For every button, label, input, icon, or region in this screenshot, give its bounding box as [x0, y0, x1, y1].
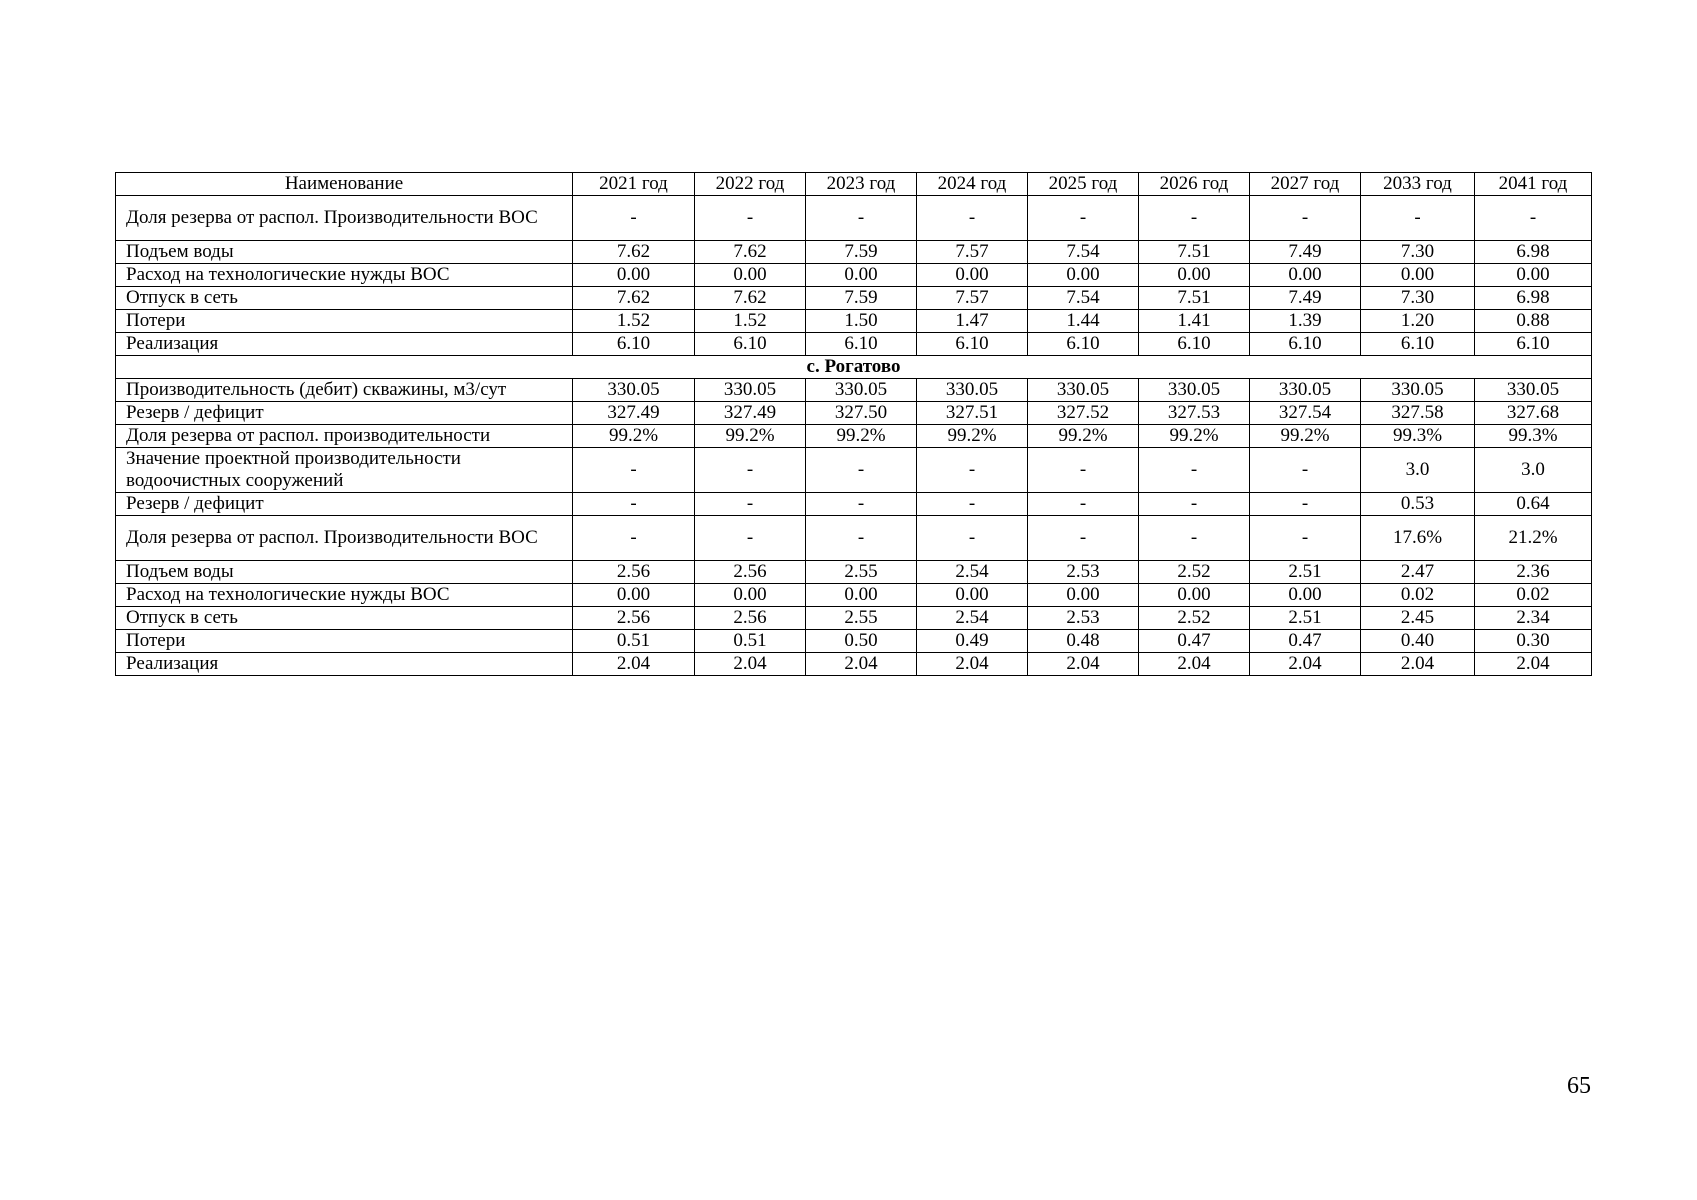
table-cell: 2.04 [695, 653, 806, 676]
table-cell: 2.04 [806, 653, 917, 676]
row-label: Резерв / дефицит [116, 493, 573, 516]
table-cell: 1.47 [917, 310, 1028, 333]
column-header: 2025 год [1028, 173, 1139, 196]
table-cell: 2.34 [1475, 607, 1592, 630]
table-row [116, 196, 1592, 241]
table-cell: 2.04 [1250, 653, 1361, 676]
table-cell: 0.00 [1139, 264, 1250, 287]
table-cell: 7.62 [573, 287, 695, 310]
table-cell: - [1139, 448, 1250, 493]
column-header: 2021 год [573, 173, 695, 196]
row-label: Отпуск в сеть [116, 607, 573, 630]
table-cell: 0.53 [1361, 493, 1475, 516]
table-cell: 0.00 [917, 264, 1028, 287]
row-label: Доля резерва от распол. Производительности ВОС [116, 196, 573, 241]
table-cell: 0.02 [1361, 584, 1475, 607]
table-cell: 2.53 [1028, 607, 1139, 630]
table-cell: - [1139, 516, 1250, 561]
section-row [116, 356, 1592, 379]
table-cell: 7.59 [806, 241, 917, 264]
table-cell: 6.10 [1028, 333, 1139, 356]
table-cell: 0.30 [1475, 630, 1592, 653]
table-cell: 7.49 [1250, 287, 1361, 310]
table-cell: 0.00 [917, 584, 1028, 607]
table-cell: 327.50 [806, 402, 917, 425]
table-cell: 6.98 [1475, 241, 1592, 264]
table-cell: 0.49 [917, 630, 1028, 653]
table-cell: 1.52 [695, 310, 806, 333]
table-cell: 99.2% [1028, 425, 1139, 448]
column-header: 2027 год [1250, 173, 1361, 196]
row-label: Резерв / дефицит [116, 402, 573, 425]
table-cell: 0.00 [1250, 584, 1361, 607]
table-cell: 2.04 [1361, 653, 1475, 676]
table-cell: 7.30 [1361, 241, 1475, 264]
table-cell: 7.59 [806, 287, 917, 310]
table-row [116, 493, 1592, 516]
table-cell: 6.10 [573, 333, 695, 356]
table-cell: 7.54 [1028, 287, 1139, 310]
table-cell: 0.00 [573, 584, 695, 607]
table-row [116, 402, 1592, 425]
table-cell: 2.04 [917, 653, 1028, 676]
page-number: 65 [1567, 1073, 1591, 1099]
table-row [116, 630, 1592, 653]
table-cell: - [1028, 516, 1139, 561]
table-cell: 0.02 [1475, 584, 1592, 607]
table-cell: 327.58 [1361, 402, 1475, 425]
table-cell: 99.3% [1361, 425, 1475, 448]
table-cell: 2.04 [1139, 653, 1250, 676]
table-cell: 0.00 [1139, 584, 1250, 607]
water-balance-table [115, 172, 1592, 676]
column-header: 2022 год [695, 173, 806, 196]
table-cell: 99.2% [1250, 425, 1361, 448]
table-cell: 6.10 [1361, 333, 1475, 356]
table-cell: 327.68 [1475, 402, 1592, 425]
table-cell: 0.00 [573, 264, 695, 287]
table-cell: 2.56 [695, 561, 806, 584]
column-header: 2041 год [1475, 173, 1592, 196]
table-row [116, 607, 1592, 630]
table-cell: 327.53 [1139, 402, 1250, 425]
table-cell: 2.04 [1475, 653, 1592, 676]
row-label: Расход на технологические нужды ВОС [116, 264, 573, 287]
table-cell: 2.47 [1361, 561, 1475, 584]
table-cell: 21.2% [1475, 516, 1592, 561]
table-cell: 0.00 [1361, 264, 1475, 287]
table-cell: 7.49 [1250, 241, 1361, 264]
row-label: Доля резерва от распол. Производительности ВОС [116, 516, 573, 561]
table-cell: 7.62 [695, 287, 806, 310]
table-cell: - [917, 493, 1028, 516]
table-cell: 327.52 [1028, 402, 1139, 425]
table-cell: 0.00 [1028, 264, 1139, 287]
table-cell: 0.40 [1361, 630, 1475, 653]
table-cell: 2.56 [695, 607, 806, 630]
table-cell: 2.45 [1361, 607, 1475, 630]
table-cell: 6.10 [1250, 333, 1361, 356]
table-cell: 7.30 [1361, 287, 1475, 310]
table-cell: 0.47 [1139, 630, 1250, 653]
table-cell: - [806, 493, 917, 516]
table-cell: 2.52 [1139, 561, 1250, 584]
table-cell: 2.54 [917, 607, 1028, 630]
table-cell: 2.55 [806, 607, 917, 630]
table-cell: - [695, 196, 806, 241]
table-cell: 330.05 [917, 379, 1028, 402]
table-cell: - [1250, 448, 1361, 493]
table-cell: - [1250, 516, 1361, 561]
table-cell: 6.10 [917, 333, 1028, 356]
table-cell: - [806, 448, 917, 493]
table-cell: - [1028, 448, 1139, 493]
table-cell: - [695, 516, 806, 561]
table-row [116, 425, 1592, 448]
table-cell: 0.00 [1028, 584, 1139, 607]
table-cell: 0.00 [695, 584, 806, 607]
row-label: Значение проектной производительности водоочистных сооружений [116, 448, 573, 493]
table-row [116, 333, 1592, 356]
table-cell: 7.57 [917, 241, 1028, 264]
row-label: Отпуск в сеть [116, 287, 573, 310]
table-cell: 0.00 [806, 584, 917, 607]
table-cell: 330.05 [573, 379, 695, 402]
table-cell: 7.51 [1139, 241, 1250, 264]
table-cell: - [1139, 493, 1250, 516]
table-cell: 330.05 [1139, 379, 1250, 402]
table-cell: 327.51 [917, 402, 1028, 425]
table-cell: 2.55 [806, 561, 917, 584]
table-cell: 3.0 [1361, 448, 1475, 493]
table-cell: 0.48 [1028, 630, 1139, 653]
table-cell: 99.2% [1139, 425, 1250, 448]
table-cell: - [1250, 493, 1361, 516]
table-cell: 2.51 [1250, 561, 1361, 584]
column-header: Наименование [116, 173, 573, 196]
table-cell: 330.05 [806, 379, 917, 402]
table-cell: 330.05 [1361, 379, 1475, 402]
table-cell: 6.10 [1475, 333, 1592, 356]
table-cell: 2.04 [573, 653, 695, 676]
table-cell: 2.56 [573, 561, 695, 584]
table-row [116, 584, 1592, 607]
table-cell: - [917, 516, 1028, 561]
row-label: Производительность (дебит) скважины, м3/сут [116, 379, 573, 402]
row-label: Реализация [116, 653, 573, 676]
table-cell: 1.44 [1028, 310, 1139, 333]
row-label: Доля резерва от распол. производительности [116, 425, 573, 448]
table-cell: - [806, 516, 917, 561]
table-row [116, 653, 1592, 676]
table-cell: - [1250, 196, 1361, 241]
table-cell: 330.05 [1250, 379, 1361, 402]
row-label: Подъем воды [116, 241, 573, 264]
table-cell: 99.2% [917, 425, 1028, 448]
table-cell: - [806, 196, 917, 241]
table-cell: 0.47 [1250, 630, 1361, 653]
table-cell: 1.39 [1250, 310, 1361, 333]
table-cell: 327.49 [695, 402, 806, 425]
table-row [116, 448, 1592, 493]
row-label: Реализация [116, 333, 573, 356]
table-cell: 0.51 [573, 630, 695, 653]
table-cell: - [573, 516, 695, 561]
table-cell: - [695, 448, 806, 493]
table-cell: 0.64 [1475, 493, 1592, 516]
row-label: Расход на технологические нужды ВОС [116, 584, 573, 607]
table-cell: 6.10 [695, 333, 806, 356]
row-label: Подъем воды [116, 561, 573, 584]
table-cell: 1.52 [573, 310, 695, 333]
table-cell: - [573, 448, 695, 493]
table-cell: - [695, 493, 806, 516]
column-header: 2033 год [1361, 173, 1475, 196]
table-cell: 330.05 [1028, 379, 1139, 402]
table-cell: 2.53 [1028, 561, 1139, 584]
table-cell: 0.50 [806, 630, 917, 653]
table-cell: - [917, 448, 1028, 493]
table-cell: 99.2% [573, 425, 695, 448]
table-cell: 1.41 [1139, 310, 1250, 333]
table-row [116, 264, 1592, 287]
table-row [116, 516, 1592, 561]
table-cell: 99.2% [695, 425, 806, 448]
table-cell: - [1139, 196, 1250, 241]
table-body [116, 196, 1592, 676]
table-cell: - [573, 196, 695, 241]
row-label: Потери [116, 630, 573, 653]
table-row [116, 241, 1592, 264]
table-cell: 7.54 [1028, 241, 1139, 264]
section-title: с. Рогатово [116, 356, 1592, 379]
table-cell: 0.88 [1475, 310, 1592, 333]
table-cell: 2.36 [1475, 561, 1592, 584]
table-cell: - [1028, 493, 1139, 516]
table-row [116, 561, 1592, 584]
table-cell: 1.20 [1361, 310, 1475, 333]
table-cell: 7.62 [695, 241, 806, 264]
table-cell: 330.05 [1475, 379, 1592, 402]
table-cell: 99.3% [1475, 425, 1592, 448]
table-cell: 2.04 [1028, 653, 1139, 676]
table-row [116, 287, 1592, 310]
table-cell: 2.56 [573, 607, 695, 630]
table-cell: - [1475, 196, 1592, 241]
table-cell: 1.50 [806, 310, 917, 333]
table-cell: - [917, 196, 1028, 241]
table-cell: 2.54 [917, 561, 1028, 584]
table-cell: 0.00 [1250, 264, 1361, 287]
table-cell: 327.54 [1250, 402, 1361, 425]
table-cell: - [1361, 196, 1475, 241]
table-cell: 7.51 [1139, 287, 1250, 310]
table-cell: - [573, 493, 695, 516]
row-label: Потери [116, 310, 573, 333]
table-cell: 3.0 [1475, 448, 1592, 493]
table-row [116, 379, 1592, 402]
table-cell: 0.00 [695, 264, 806, 287]
table-header-row [116, 173, 1592, 196]
table-row [116, 310, 1592, 333]
table-cell: 6.98 [1475, 287, 1592, 310]
column-header: 2023 год [806, 173, 917, 196]
column-header: 2024 год [917, 173, 1028, 196]
table-cell: 0.00 [1475, 264, 1592, 287]
table-cell: 0.00 [806, 264, 917, 287]
table-cell: 99.2% [806, 425, 917, 448]
table-cell: 327.49 [573, 402, 695, 425]
table-cell: 7.57 [917, 287, 1028, 310]
table-cell: 0.51 [695, 630, 806, 653]
table-cell: 330.05 [695, 379, 806, 402]
table-cell: 17.6% [1361, 516, 1475, 561]
table-cell: 7.62 [573, 241, 695, 264]
table-cell: 6.10 [1139, 333, 1250, 356]
table-cell: - [1028, 196, 1139, 241]
table-cell: 6.10 [806, 333, 917, 356]
column-header: 2026 год [1139, 173, 1250, 196]
table-cell: 2.52 [1139, 607, 1250, 630]
table-cell: 2.51 [1250, 607, 1361, 630]
